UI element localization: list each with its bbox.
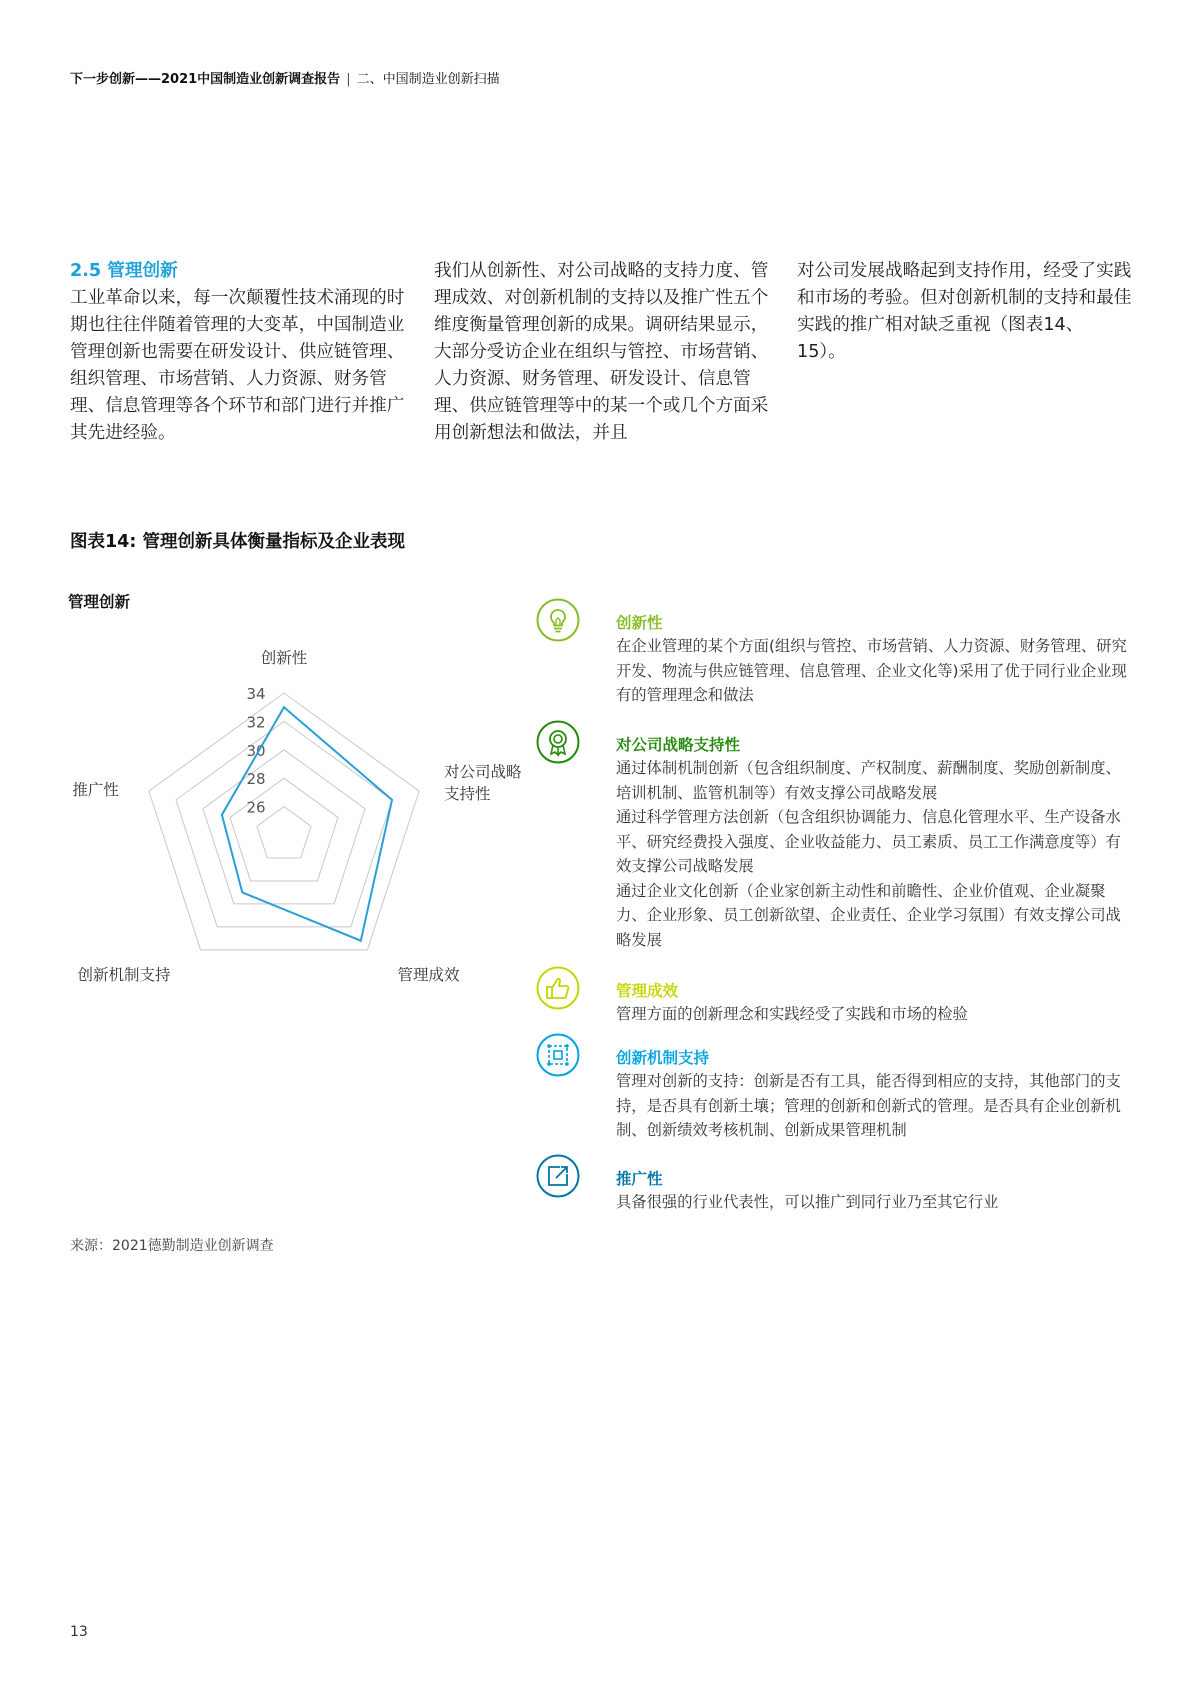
text-column-3 bbox=[797, 258, 1132, 366]
text-column-1 bbox=[70, 258, 405, 447]
tick-label-30: 30 bbox=[246, 741, 266, 760]
axis-label-5: 推广性 bbox=[72, 781, 119, 800]
tick-label-34: 34 bbox=[246, 685, 266, 703]
figure-title: 图表14: 管理创新具体衡量指标及企业表现 bbox=[70, 532, 405, 552]
axis-label-1: 创新性 bbox=[260, 649, 308, 667]
indicator-title: 推广性 bbox=[616, 1170, 663, 1188]
indicator-description: 在企业管理的某个方面(组织与管控、市场营销、人力资源、财务管理、研究开发、物流与供应链管理、信息管理、企业文化等)采用了优于同行业企业现有的管理理念和做法 bbox=[616, 637, 1127, 704]
grid-ring-34 bbox=[149, 693, 419, 950]
tick-label-32: 32 bbox=[246, 713, 266, 732]
thumbs-up-icon bbox=[536, 966, 580, 1010]
indicator-title: 管理成效 bbox=[616, 982, 679, 1000]
lightbulb-icon bbox=[536, 598, 580, 642]
header-section: 二、中国制造业创新扫描 bbox=[356, 72, 500, 87]
network-icon bbox=[536, 1033, 580, 1077]
indicator-description: 管理对创新的支持：创新是否有工具，能否得到相应的支持，其他部门的支持，是否具有创新土壤；管理的创新和创新式的管理。是否具有企业创新机制、创新绩效考核机制、创新成果管理机制 bbox=[616, 1072, 1121, 1139]
text-column-2 bbox=[434, 258, 769, 447]
running-header bbox=[70, 68, 500, 87]
indicator-title: 创新性 bbox=[616, 614, 663, 632]
indicator-description: 具备很强的行业代表性，可以推广到同行业乃至其它行业 bbox=[616, 1193, 999, 1211]
report-title: 下一步创新——2021中国制造业创新调查报告 bbox=[70, 72, 341, 87]
paragraph-1: 工业革命以来，每一次颠覆性技术涌现的时期也往往伴随着管理的大变革，中国制造业管理创新也需要在研发设计、供应链管理、组织管理、市场营销、人力资源、财务管理、信息管理等各个环节和部门进行并推广其先进经验。 bbox=[70, 288, 405, 443]
tick-label-28: 28 bbox=[246, 770, 266, 789]
paragraph-3: 对公司发展战略起到支持作用，经受了实践和市场的考验。但对创新机制的支持和最佳实践的推广相对缺乏重视（图表14、15）。 bbox=[797, 261, 1132, 362]
chart-title: 管理创新 bbox=[68, 593, 131, 611]
paragraph-2: 我们从创新性、对公司战略的支持力度、管理成效、对创新机制的支持以及推广性五个维度衡量管理创新的成果。调研结果显示，大部分受访企业在组织与管控、市场营销、人力资源、财务管理、研发设计、信息管理、供应链管理等中的某一个或几个方面采用创新想法和做法，并且 bbox=[434, 261, 769, 443]
indicator-description: 管理方面的创新理念和实践经受了实践和市场的检验 bbox=[616, 1005, 968, 1023]
section-title: 2.5 管理创新 bbox=[70, 261, 178, 281]
indicator-description: 通过体制机制创新（包含组织制度、产权制度、薪酬制度、奖励创新制度、培训机制、监管机制等）有效支撑公司战略发展 bbox=[616, 759, 1121, 802]
axis-label-2: 对公司战略支持性 bbox=[444, 763, 522, 804]
indicator-title: 创新机制支持 bbox=[616, 1049, 710, 1067]
indicator-description: 通过科学管理方法创新（包含组织协调能力、信息化管理水平、生产设备水平、研究经费投入强度、企业收益能力、员工素质、员工工作满意度等）有效支撑公司战略发展 bbox=[616, 808, 1121, 875]
header-separator: | bbox=[346, 72, 351, 87]
radar-chart bbox=[60, 649, 522, 1020]
axis-label-4: 创新机制支持 bbox=[77, 965, 171, 984]
share-icon bbox=[536, 1154, 580, 1198]
figure-source: 来源：2021德勤制造业创新调查 bbox=[70, 1238, 274, 1254]
tick-label-26: 26 bbox=[246, 798, 266, 817]
award-icon bbox=[536, 720, 580, 764]
axis-label-3: 管理成效 bbox=[397, 965, 460, 984]
page-number: 13 bbox=[70, 1624, 88, 1640]
grid-ring-28 bbox=[230, 778, 338, 881]
indicator-title: 对公司战略支持性 bbox=[616, 736, 741, 754]
indicator-description: 通过企业文化创新（企业家创新主动性和前瞻性、企业价值观、企业凝聚力、企业形象、员工创新欲望、企业责任、企业学习氛围）有效支撑公司战略发展 bbox=[616, 881, 1121, 949]
